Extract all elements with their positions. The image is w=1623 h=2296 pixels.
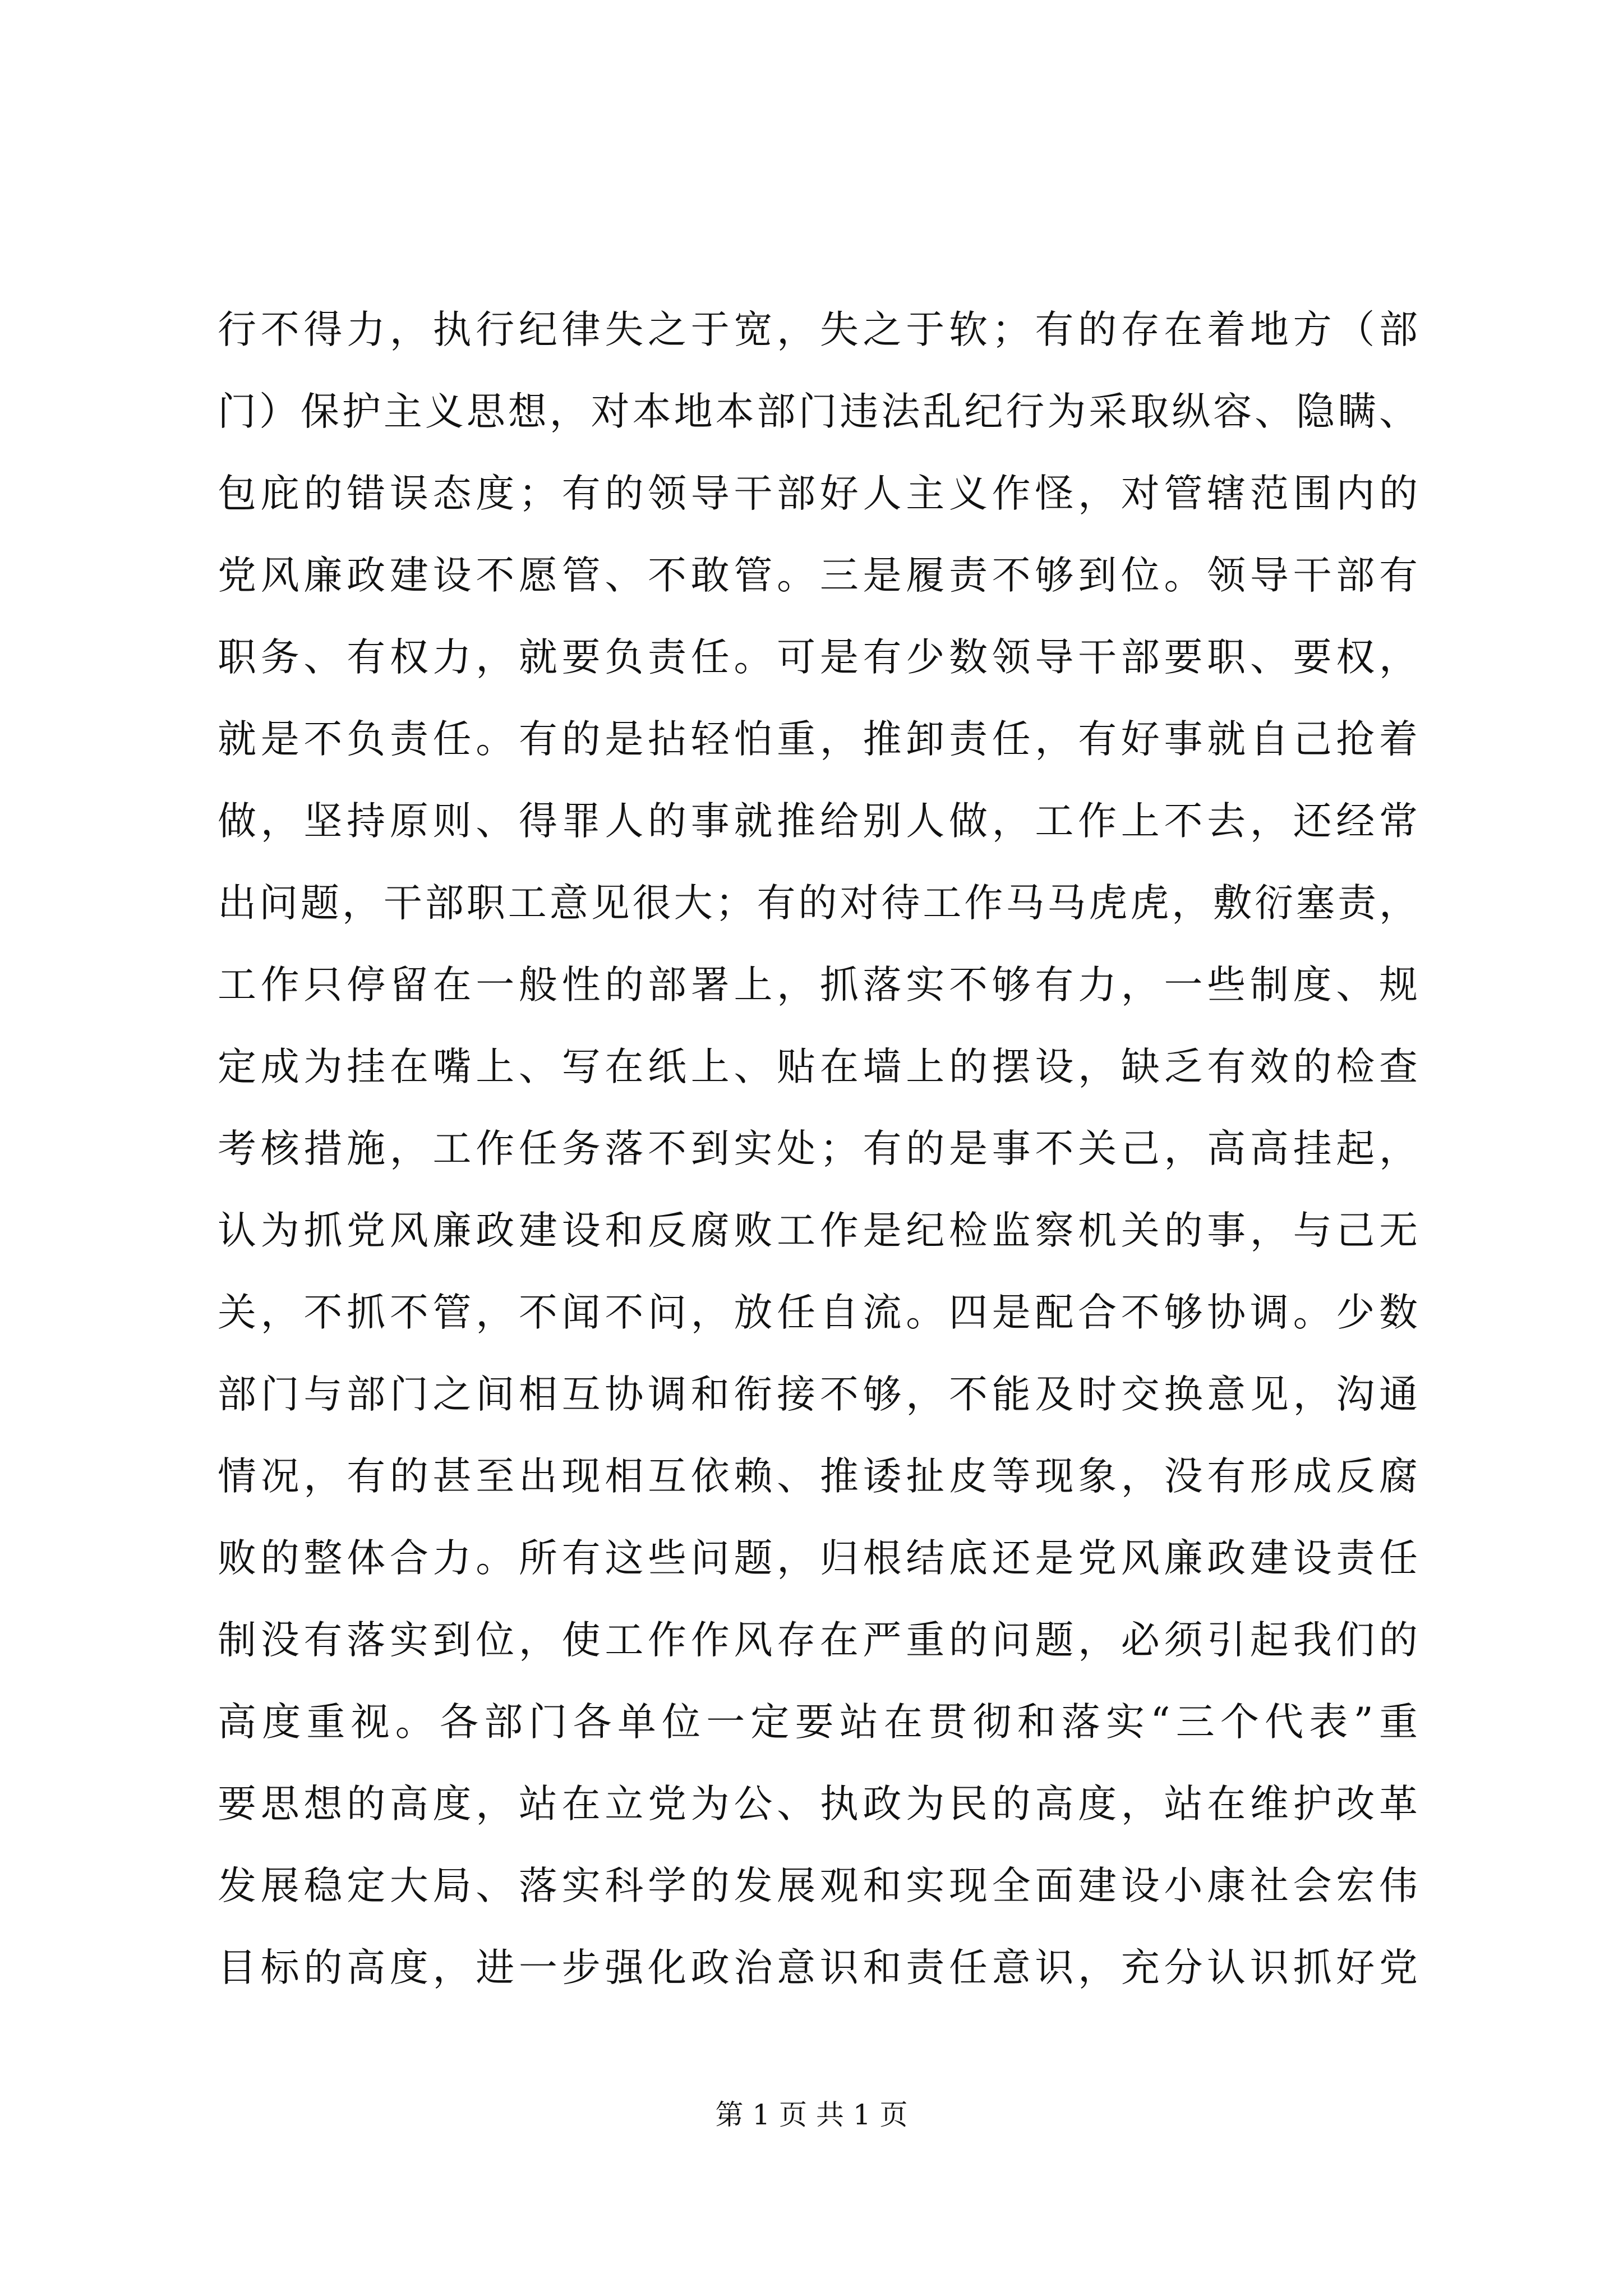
text-line: 门）保护主义思想，对本地本部门违法乱纪行为采取纵容、隐瞒、 bbox=[218, 389, 1418, 434]
text-line: 关，不抓不管，不闻不问，放任自流。四是配合不够协调。少数 bbox=[218, 1290, 1418, 1335]
text-line: 认为抓党风廉政建设和反腐败工作是纪检监察机关的事，与己无 bbox=[218, 1208, 1418, 1253]
text-line: 党风廉政建设不愿管、不敢管。三是履责不够到位。领导干部有 bbox=[218, 553, 1418, 598]
text-line: 工作只停留在一般性的部署上，抓落实不够有力，一些制度、规 bbox=[218, 963, 1418, 1007]
text-line: 部门与部门之间相互协调和衔接不够，不能及时交换意见，沟通 bbox=[218, 1372, 1418, 1417]
text-line: 包庇的错误态度；有的领导干部好人主义作怪，对管辖范围内的 bbox=[218, 471, 1418, 516]
text-line: 就是不负责任。有的是拈轻怕重，推卸责任，有好事就自己抢着 bbox=[218, 717, 1418, 762]
text-line: 行不得力，执行纪律失之于宽，失之于软；有的存在着地方（部 bbox=[218, 307, 1418, 352]
text-line: 高度重视。各部门各单位一定要站在贯彻和落实“三个代表”重 bbox=[218, 1700, 1418, 1745]
page-footer bbox=[0, 2095, 1623, 2134]
text-line: 职务、有权力，就要负责任。可是有少数领导干部要职、要权， bbox=[218, 635, 1418, 680]
text-line: 发展稳定大局、落实科学的发展观和实现全面建设小康社会宏伟 bbox=[218, 1864, 1418, 1908]
text-line: 要思想的高度，站在立党为公、执政为民的高度，站在维护改革 bbox=[218, 1782, 1418, 1826]
text-line: 定成为挂在嘴上、写在纸上、贴在墙上的摆设，缺乏有效的检查 bbox=[218, 1045, 1418, 1089]
text-line: 考核措施，工作任务落不到实处；有的是事不关己，高高挂起， bbox=[218, 1126, 1418, 1171]
text-line: 制没有落实到位，使工作作风存在严重的问题，必须引起我们的 bbox=[218, 1618, 1418, 1663]
text-line: 目标的高度，进一步强化政治意识和责任意识，充分认识抓好党 bbox=[218, 1945, 1418, 1990]
page-number-label: 第 1 页 共 1 页 bbox=[715, 2099, 908, 2131]
text-line: 出问题，干部职工意见很大；有的对待工作马马虎虎，敷衍塞责， bbox=[218, 881, 1418, 926]
body-text bbox=[218, 289, 1418, 2009]
text-line: 做，坚持原则、得罪人的事就推给别人做，工作上不去，还经常 bbox=[218, 799, 1418, 844]
text-line: 败的整体合力。所有这些问题，归根结底还是党风廉政建设责任 bbox=[218, 1536, 1418, 1581]
text-line: 情况，有的甚至出现相互依赖、推诿扯皮等现象，没有形成反腐 bbox=[218, 1454, 1418, 1499]
